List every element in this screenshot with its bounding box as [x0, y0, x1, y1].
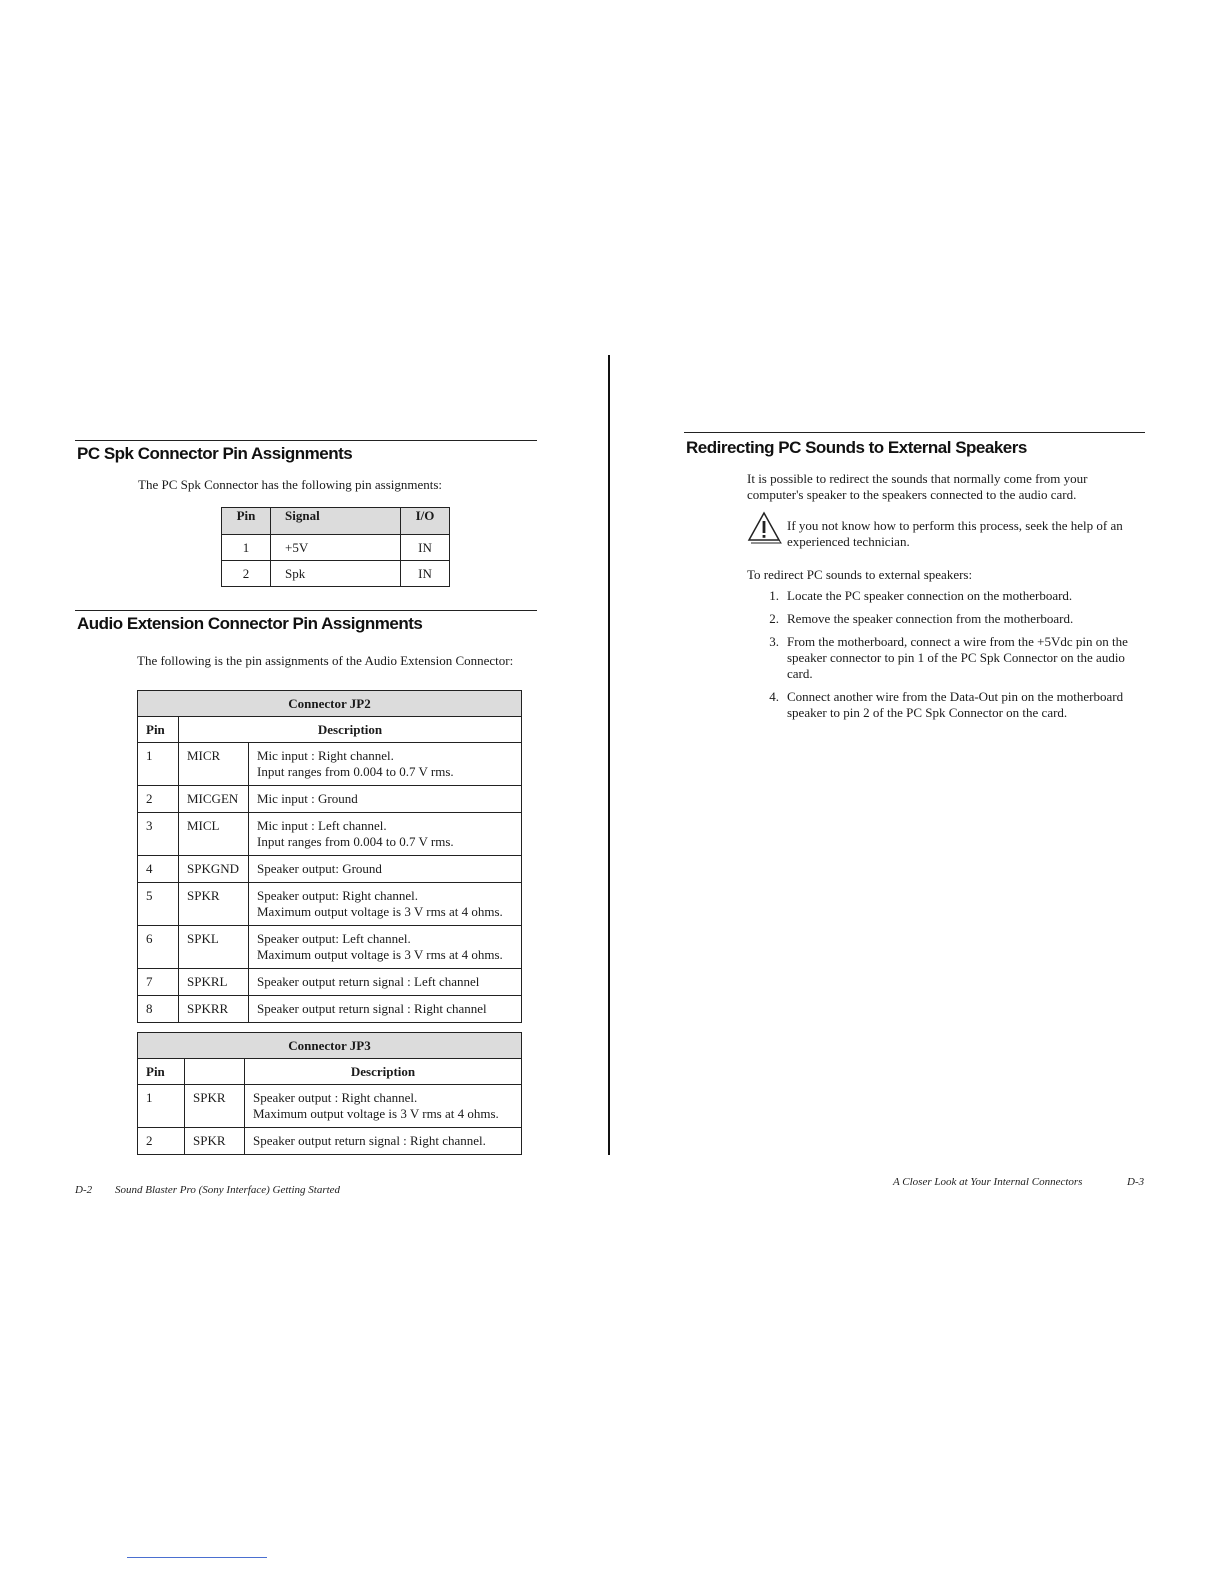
step-number: 2. — [769, 611, 779, 626]
jp3-table — [137, 1032, 522, 1155]
pcspk-header-row — [222, 508, 450, 535]
description-cell — [249, 926, 522, 969]
description-line: Speaker output: Left channel. — [257, 931, 411, 946]
description-line: Maximum output voltage is 3 V rms at 4 ohms. — [253, 1106, 499, 1121]
description-line: Maximum output voltage is 3 V rms at 4 ohms. — [257, 904, 503, 919]
step-text: Locate the PC speaker connection on the motherboard. — [787, 588, 1073, 603]
table-row — [138, 786, 522, 813]
description-cell — [249, 743, 522, 786]
signal-name-cell: MICGEN — [179, 786, 249, 813]
signal-cell: +5V — [271, 535, 401, 561]
pin-cell: 4 — [138, 856, 179, 883]
signal-name-cell: SPKRL — [179, 969, 249, 996]
signal-name-cell: SPKR — [185, 1128, 245, 1155]
description-line: Speaker output return signal : Right channel — [257, 1001, 487, 1016]
table-row — [222, 561, 450, 587]
description-line: Mic input : Right channel. — [257, 748, 394, 763]
jp3-pin-header: Pin — [138, 1059, 185, 1085]
table-row — [222, 535, 450, 561]
pin-cell: 2 — [138, 786, 179, 813]
signal-name-cell: SPKR — [185, 1085, 245, 1128]
pin-cell: 2 — [138, 1128, 185, 1155]
audio-ext-title-rule — [75, 610, 537, 611]
list-item — [755, 689, 1135, 721]
table-row — [138, 996, 522, 1023]
description-cell — [245, 1085, 522, 1128]
pcspk-pin-table — [221, 507, 450, 587]
pin-cell: 2 — [222, 561, 271, 587]
right-footer-page: D-3 — [1127, 1176, 1145, 1188]
table-row — [138, 1085, 522, 1128]
jp3-header-row — [138, 1059, 522, 1085]
description-line: Mic input : Left channel. — [257, 818, 387, 833]
step-number: 3. — [769, 634, 779, 649]
pin-cell: 1 — [138, 1085, 185, 1128]
jp2-title: Connector JP2 — [138, 691, 522, 717]
description-cell — [249, 969, 522, 996]
audio-ext-section-title: Audio Extension Connector Pin Assignments — [77, 614, 423, 633]
table-row — [138, 883, 522, 926]
pcspk-title-rule — [75, 440, 537, 441]
io-cell: IN — [401, 561, 450, 587]
signal-name-cell: SPKRR — [179, 996, 249, 1023]
jp3-title-row — [138, 1033, 522, 1059]
pin-cell: 5 — [138, 883, 179, 926]
step-text: From the motherboard, connect a wire from the +5Vdc pin on the speaker connector to pin 1 of the PC Spk Connector on the audio card. — [787, 634, 1128, 681]
description-line: Input ranges from 0.004 to 0.7 V rms. — [257, 834, 454, 849]
left-footer-page: D-2 — [75, 1184, 93, 1196]
redirect-title-rule — [684, 432, 1145, 433]
step-number: 4. — [769, 689, 779, 704]
jp2-description-header: Description — [179, 717, 522, 743]
description-line: Speaker output: Right channel. — [257, 888, 419, 903]
jp2-pin-header: Pin — [138, 717, 179, 743]
jp3-description-header: Description — [245, 1059, 522, 1085]
signal-name-cell: SPKGND — [179, 856, 249, 883]
step-text: Connect another wire from the Data-Out pin on the motherboard speaker to pin 2 of the PC Spk Connector on the card. — [787, 689, 1124, 720]
jp3-title: Connector JP3 — [138, 1033, 522, 1059]
right-footer-chapter: A Closer Look at Your Internal Connectors — [893, 1176, 1083, 1188]
description-cell — [249, 883, 522, 926]
description-cell — [249, 813, 522, 856]
signal-name-cell: SPKL — [179, 926, 249, 969]
description-line: Speaker output: Ground — [257, 861, 382, 876]
signal-name-cell: SPKR — [179, 883, 249, 926]
left-footer-book-title: Sound Blaster Pro (Sony Interface) Getting Started — [115, 1184, 341, 1196]
pin-cell: 7 — [138, 969, 179, 996]
table-row — [138, 856, 522, 883]
pin-header: Pin — [222, 508, 271, 535]
signal-name-cell: MICR — [179, 743, 249, 786]
jp2-header-row — [138, 717, 522, 743]
list-item — [755, 588, 1135, 604]
pin-cell: 8 — [138, 996, 179, 1023]
step-text: Remove the speaker connection from the motherboard. — [787, 611, 1074, 626]
list-item — [755, 634, 1135, 682]
description-line: Mic input : Ground — [257, 791, 358, 806]
table-row — [138, 969, 522, 996]
description-line: Speaker output return signal : Right channel. — [253, 1133, 486, 1148]
signal-cell: Spk — [271, 561, 401, 587]
scan-artifact-line — [127, 1557, 267, 1558]
description-line: Speaker output : Right channel. — [253, 1090, 418, 1105]
table-row — [138, 743, 522, 786]
redirect-steps-list — [755, 588, 1135, 728]
caution-icon — [746, 510, 782, 546]
signal-header: Signal — [271, 508, 401, 535]
description-cell — [249, 856, 522, 883]
pcspk-section-title: PC Spk Connector Pin Assignments — [77, 444, 353, 463]
description-cell — [249, 786, 522, 813]
signal-name-cell: MICL — [179, 813, 249, 856]
io-header: I/O — [401, 508, 450, 535]
table-row — [138, 813, 522, 856]
caution-text: If you not know how to perform this process, seek the help of an experienced technician. — [787, 518, 1123, 549]
pin-cell: 1 — [138, 743, 179, 786]
io-cell: IN — [401, 535, 450, 561]
pin-cell: 3 — [138, 813, 179, 856]
list-item — [755, 611, 1135, 627]
table-row — [138, 926, 522, 969]
jp2-table — [137, 690, 522, 1023]
redirect-lead: To redirect PC sounds to external speakers: — [747, 567, 973, 582]
pin-cell: 6 — [138, 926, 179, 969]
description-cell — [249, 996, 522, 1023]
description-line: Input ranges from 0.004 to 0.7 V rms. — [257, 764, 454, 779]
redirect-intro: It is possible to redirect the sounds that normally come from your computer's speaker to the speakers connected to the audio card. — [747, 471, 1088, 502]
jp3-name-header — [185, 1059, 245, 1085]
jp2-title-row — [138, 691, 522, 717]
description-line: Maximum output voltage is 3 V rms at 4 ohms. — [257, 947, 503, 962]
pin-cell: 1 — [222, 535, 271, 561]
step-number: 1. — [769, 588, 779, 603]
pcspk-intro: The PC Spk Connector has the following pin assignments: — [138, 477, 443, 492]
table-row — [138, 1128, 522, 1155]
page-spine — [608, 355, 610, 1155]
description-cell — [245, 1128, 522, 1155]
audio-ext-intro: The following is the pin assignments of the Audio Extension Connector: — [137, 653, 514, 668]
description-line: Speaker output return signal : Left channel — [257, 974, 480, 989]
redirect-section-title: Redirecting PC Sounds to External Speakers — [686, 438, 1027, 457]
